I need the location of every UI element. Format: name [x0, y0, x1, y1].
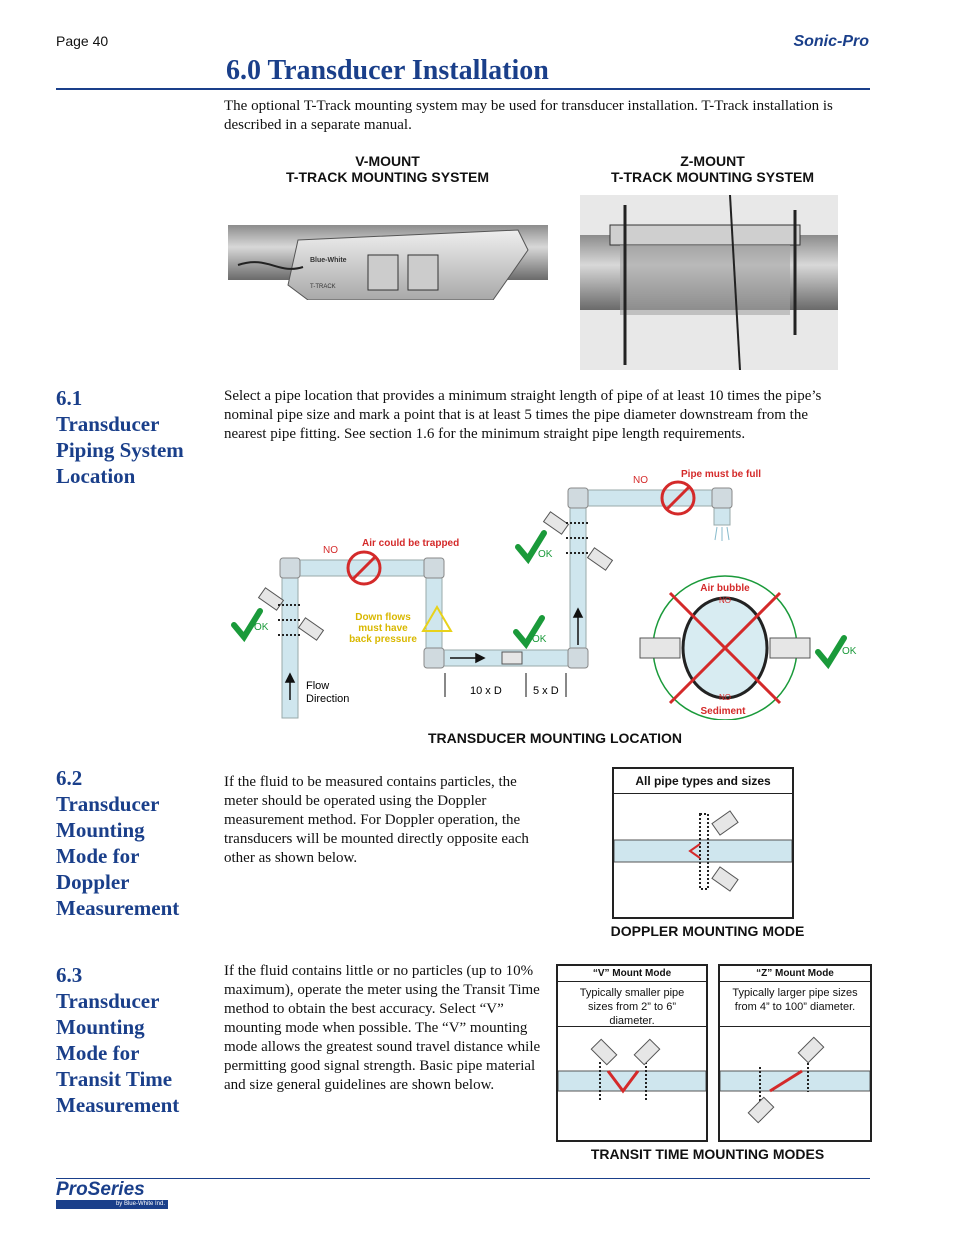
flow-direction-label: Direction	[306, 693, 350, 705]
z-transducer-top	[798, 1037, 823, 1062]
section-6-2-heading	[56, 765, 224, 921]
heading-6-1-line: Piping System	[56, 438, 184, 462]
five-d-label: 5 x D	[533, 685, 559, 697]
vmount-product-label: T-TRACK	[310, 284, 336, 290]
section-6-3-body: If the fluid contains little or no particles (up to 10% maximum), operate the meter using the Transit Time method to obtain the best accuracy. Select “V” mounting mode when possible. The “V” mounting mode allows the greatest sound travel distance while permitting good signal strength. Basic pipe material and size general guidelines are shown below.	[224, 963, 541, 1093]
zmount-caption	[585, 153, 840, 185]
logo-subtext: by Blue-White Ind.	[56, 1200, 168, 1209]
ok-label: OK	[538, 549, 553, 560]
pipe-full-label: Pipe must be full	[681, 469, 762, 480]
heading-6-2-line: Mounting	[56, 818, 145, 842]
heading-6-2-line: Measurement	[56, 896, 180, 920]
heading-6-2-line: Mode for	[56, 844, 140, 868]
vmount-clamp-right	[408, 255, 438, 290]
title-rule	[56, 88, 870, 90]
vmount-caption-line2: T-TRACK MOUNTING SYSTEM	[286, 169, 489, 185]
transducer-left-upper	[259, 588, 284, 610]
doppler-box-title: All pipe types and sizes	[614, 769, 792, 794]
intro-text: The optional T-Track mounting system may be used for transducer installation. T-Track installation is described in a separate manual.	[224, 98, 833, 133]
heading-6-1-line: Location	[56, 464, 136, 488]
z-transducer-bottom	[748, 1097, 773, 1122]
v-mount-desc: Typically smaller pipe sizes from 2” to 6” diameter.	[558, 982, 706, 1027]
heading-6-3-line: Measurement	[56, 1093, 180, 1117]
transit-time-caption: TRANSIT TIME MOUNTING MODES	[590, 1146, 825, 1162]
elbow-4	[568, 648, 588, 668]
zmount-caption-line2: T-TRACK MOUNTING SYSTEM	[611, 169, 814, 185]
no-label: NO	[719, 693, 731, 702]
sediment-label: Sediment	[700, 706, 746, 717]
air-trapped-label: Air could be trapped	[362, 538, 460, 549]
ok-label: OK	[842, 646, 857, 657]
zmount-track-top	[610, 225, 800, 245]
v-mount-box	[556, 964, 708, 1142]
page-title: 6.0 Transducer Installation	[226, 55, 549, 86]
transducer-bottom	[502, 652, 522, 664]
air-bubble-label: Air bubble	[700, 583, 750, 594]
doppler-box	[612, 767, 794, 919]
no-label: NO	[719, 596, 731, 605]
pipe-top-right	[570, 490, 730, 506]
section-6-1-heading	[56, 385, 224, 489]
down-flows-label: back pressure	[349, 634, 417, 645]
no-label: NO	[323, 545, 338, 556]
zmount-track-body	[620, 245, 790, 315]
transducer-side-right	[770, 638, 810, 658]
ok-label: OK	[254, 622, 269, 633]
elbow-6	[712, 488, 732, 508]
logo-text: ProSeries	[56, 1179, 145, 1200]
piping-diagram	[220, 465, 880, 720]
page-number: Page 40	[56, 33, 109, 49]
brand-name: Sonic-Pro	[793, 33, 869, 50]
heading-6-1-line: 6.1	[56, 386, 83, 410]
v-mount-title: “V” Mount Mode	[558, 966, 706, 982]
elbow-5	[568, 488, 588, 508]
z-mount-title: “Z” Mount Mode	[720, 966, 870, 982]
down-flows-label: Down flows	[355, 612, 411, 623]
ok-label: OK	[532, 634, 547, 645]
z-mount-box	[718, 964, 872, 1142]
ten-d-label: 10 x D	[470, 685, 502, 697]
zmount-caption-line1: Z-MOUNT	[680, 153, 745, 169]
v-mount-illustration	[558, 1027, 706, 1132]
doppler-transducer-bottom	[712, 867, 738, 891]
doppler-transducer-top	[712, 811, 738, 835]
section-6-1-body: Select a pipe location that provides a minimum straight length of pipe of at least 10 times the pipe’s nominal pipe size and mark a point that is at least 5 times the pipe diameter downstream from the nearest pipe fitting. See section 1.6 for the minimum straight pipe length requirements.	[224, 388, 822, 442]
transducer-side-left	[640, 638, 680, 658]
vmount-caption	[250, 153, 525, 185]
heading-6-3-line: Mounting	[56, 1015, 145, 1039]
z-mount-desc: Typically larger pipe sizes from 4” to 100” diameter.	[720, 982, 870, 1027]
section-6-3-heading	[56, 962, 224, 1118]
heading-6-3-line: Transit Time	[56, 1067, 173, 1091]
v-transducer-right	[634, 1039, 659, 1064]
spray-line	[727, 527, 729, 540]
elbow-1	[280, 558, 300, 578]
vmount-brand-label: Blue-White	[310, 257, 347, 264]
heading-6-2-line: Doppler	[56, 870, 130, 894]
transducer-right-upper	[544, 512, 569, 534]
doppler-illustration	[614, 794, 792, 914]
transducer-left-lower	[299, 618, 324, 640]
mounting-location-caption: TRANSDUCER MOUNTING LOCATION	[427, 730, 683, 746]
v-transducer-left	[591, 1039, 616, 1064]
footer-rule	[56, 1178, 870, 1179]
heading-6-1-line: Transducer	[56, 412, 160, 436]
heading-6-3-line: 6.3	[56, 963, 83, 987]
heading-6-2-line: 6.2	[56, 766, 83, 790]
vmount-clamp-left	[368, 255, 398, 290]
transducer-right-lower	[588, 548, 613, 570]
section-6-2-body: If the fluid to be measured contains particles, the meter should be operated using the Doppler measurement method. For Doppler operation, the transducers will be mounted directly opposite each other as shown below.	[224, 774, 529, 866]
ok-check-icon	[818, 638, 844, 664]
proseries-logo	[56, 1180, 168, 1208]
heading-6-3-line: Transducer	[56, 989, 160, 1013]
doppler-caption: DOPPLER MOUNTING MODE	[610, 923, 805, 939]
zmount-photo	[580, 195, 838, 370]
vmount-photo	[228, 205, 548, 300]
flow-direction-label: Flow	[306, 680, 330, 692]
elbow-3	[424, 648, 444, 668]
elbow-2	[424, 558, 444, 578]
spray-line	[715, 527, 717, 540]
doppler-pipe	[614, 840, 792, 862]
down-flows-label: must have	[358, 623, 408, 634]
z-mount-illustration	[720, 1027, 870, 1132]
vmount-caption-line1: V-MOUNT	[355, 153, 420, 169]
heading-6-3-line: Mode for	[56, 1041, 140, 1065]
heading-6-2-line: Transducer	[56, 792, 160, 816]
no-label: NO	[633, 475, 648, 486]
